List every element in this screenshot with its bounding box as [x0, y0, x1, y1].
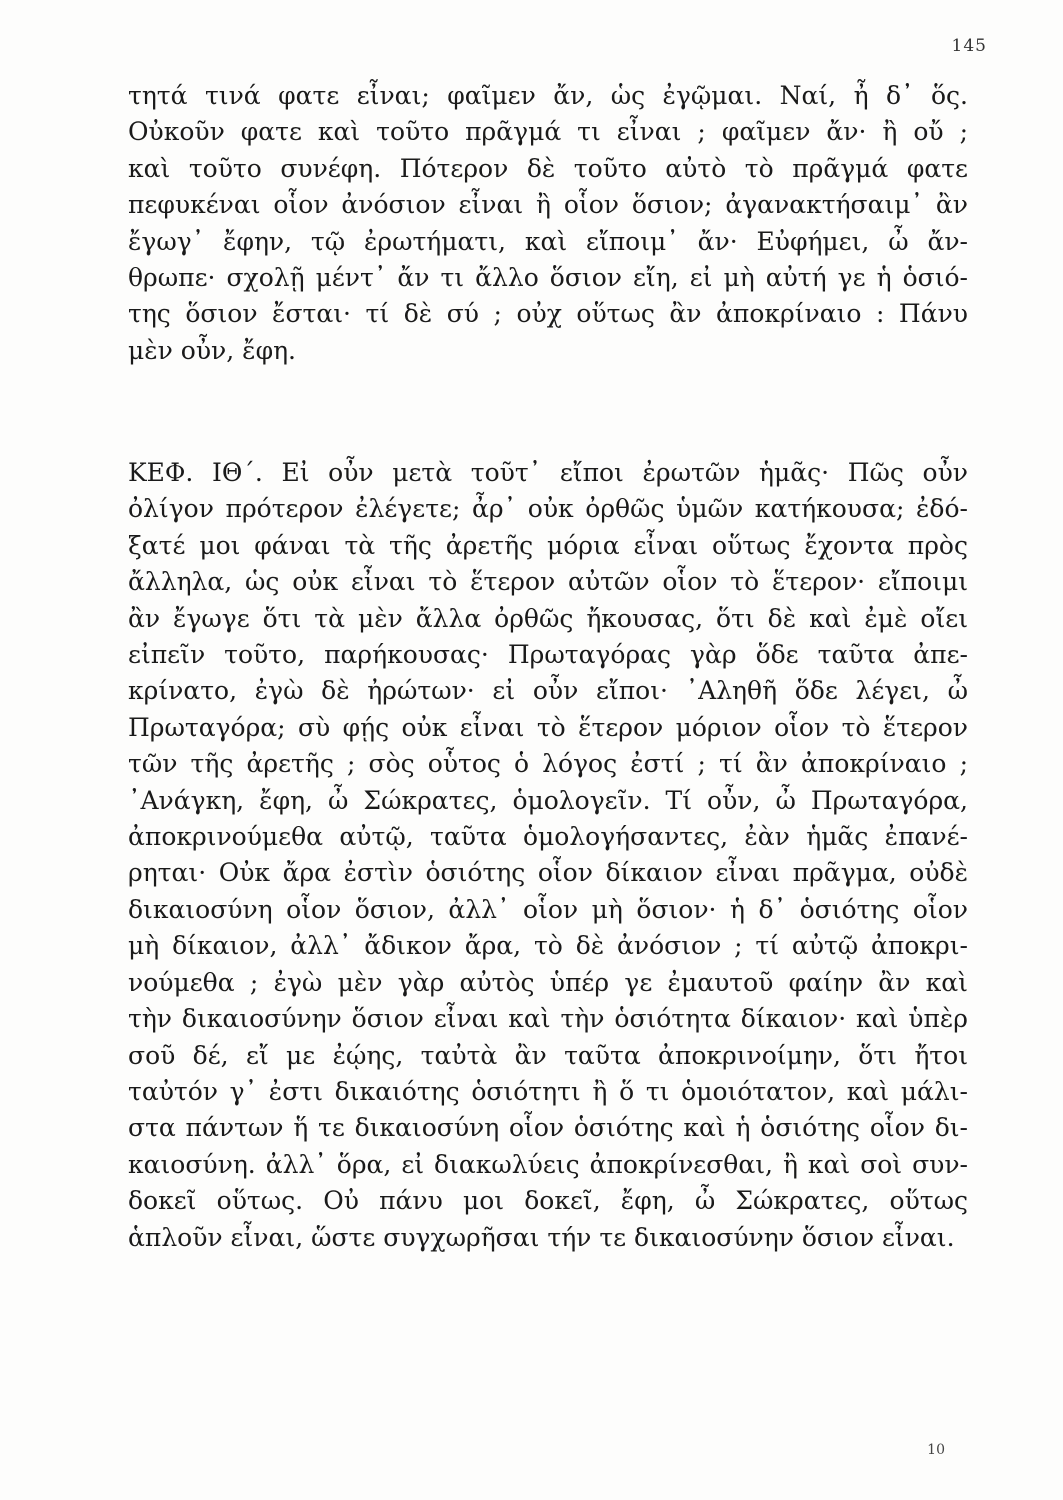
text-line: ἂν ἔγωγε ὅτι τὰ μὲν ἄλλα ὀρθῶς ἤκουσας, ὅτι δὲ καὶ ἐμὲ οἴει [128, 603, 968, 633]
page-number: 145 [951, 36, 987, 56]
text-line: θρωπε· σχολῇ μέντ᾽ ἄν τι ἄλλο ὅσιον εἴη, εἰ μὴ αὐτή γε ἡ ὁσιό- [128, 263, 968, 293]
text-line: ἁπλοῦν εἶναι, ὥστε συγχωρῆσαι τήν τε δικαιοσύνην ὅσιον εἶναι. [128, 1222, 955, 1252]
text-line: τὴν δικαιοσύνην ὅσιον εἶναι καὶ τὴν ὁσιότητα δίκαιον· καὶ ὑπὲρ [128, 1004, 968, 1034]
signature-mark: 10 [927, 1442, 945, 1458]
text-line: τῶν τῆς ἀρετῆς ; σὸς οὗτος ὁ λόγος ἐστί ; τί ἂν ἀποκρίναιο ; [128, 749, 968, 779]
text-line: μὲν οὖν, ἔφη. [128, 335, 296, 365]
text-line: κρίνατο, ἐγὼ δὲ ἠρώτων· εἰ οὖν εἴποι· ᾿Αληθῆ ὅδε λέγει, ὦ [128, 676, 968, 706]
text-line: Πρωταγόρα; σὺ φῄς οὐκ εἶναι τὸ ἕτερον μόριον οἷον τὸ ἕτερον [128, 712, 968, 742]
text-line: ἀποκρινούμεθα αὐτῷ, ταῦτα ὁμολογήσαντες, ἐὰν ἡμᾶς ἐπανέ- [128, 822, 968, 852]
text-line: Οὐκοῦν φατε καὶ τοῦτο πρᾶγμά τι εἶναι ; φαῖμεν ἄν· ἢ οὔ ; [128, 117, 968, 147]
text-line: ρηται· Οὐκ ἄρα ἐστὶν ὁσιότης οἷον δίκαιον εἶναι πρᾶγμα, οὐδὲ [128, 858, 968, 888]
text-line: πεφυκέναι οἷον ἀνόσιον εἶναι ἢ οἷον ὅσιον; ἀγανακτήσαιμ᾽ ἂν [128, 190, 968, 220]
paragraph-1 [128, 78, 968, 369]
chapter-heading-line: ΚΕΦ. ΙΘ΄. Εἰ οὖν μετὰ τοῦτ᾽ εἴποι ἐρωτῶν ἡμᾶς· Πῶς οὖν [128, 458, 968, 487]
text-line: στα πάντων ἥ τε δικαιοσύνη οἷον ὁσιότης καὶ ἡ ὁσιότης οἷον δι- [128, 1113, 968, 1143]
text-line: ᾿Ανάγκη, ἔφη, ὦ Σώκρατες, ὁμολογεῖν. Τί οὖν, ὦ Πρωταγόρα, [128, 785, 968, 815]
text-line: της ὅσιον ἔσται· τί δὲ σύ ; οὐχ οὕτως ἂν ἀποκρίναιο : Πάνυ [128, 299, 968, 329]
text-line: σοῦ δέ, εἴ με ἐῴης, ταὐτὰ ἂν ταῦτα ἀποκρινοίμην, ὅτι ἤτοι [128, 1040, 968, 1070]
text-line: καιοσύνη. ἀλλ᾽ ὅρα, εἰ διακωλύεις ἀποκρίνεσθαι, ἢ καὶ σοὶ συν- [128, 1149, 968, 1179]
text-line: νούμεθα ; ἐγὼ μὲν γὰρ αὐτὸς ὑπέρ γε ἐμαυτοῦ φαίην ἂν καὶ [128, 967, 968, 997]
text-line: ταὐτόν γ᾽ ἐστι δικαιότης ὁσιότητι ἢ ὅ τι ὁμοιότατον, καὶ μάλι- [128, 1076, 968, 1106]
text-line: ἔγωγ᾽ ἔφην, τῷ ἐρωτήματι, καὶ εἴποιμ᾽ ἄν· Εὐφήμει, ὦ ἄν- [128, 226, 968, 256]
text-line: μὴ δίκαιον, ἀλλ᾽ ἄδικον ἄρα, τὸ δὲ ἀνόσιον ; τί αὐτῷ ἀποκρι- [128, 931, 968, 961]
text-line: ὀλίγον πρότερον ἐλέγετε; ἆρ᾽ οὐκ ὀρθῶς ὑμῶν κατήκουσα; ἐδό- [128, 494, 968, 524]
paragraph-2-chapter-19 [128, 455, 968, 1256]
text-line: καὶ τοῦτο συνέφη. Πότερον δὲ τοῦτο αὐτὸ τὸ πρᾶγμά φατε [128, 153, 968, 183]
text-line: ξατέ μοι φάναι τὰ τῆς ἀρετῆς μόρια εἶναι οὕτως ἔχοντα πρὸς [128, 530, 968, 560]
text-line: τητά τινά φατε εἶναι; φαῖμεν ἄν, ὡς ἐγῷμαι. Ναί, ἦ δ᾽ ὅς. [128, 81, 968, 110]
text-line: δοκεῖ οὕτως. Οὐ πάνυ μοι δοκεῖ, ἔφη, ὦ Σώκρατες, οὕτως [128, 1186, 968, 1216]
text-line: ἄλληλα, ὡς οὐκ εἶναι τὸ ἕτερον αὐτῶν οἷον τὸ ἕτερον· εἴποιμι [128, 567, 968, 597]
text-line: εἰπεῖν τοῦτο, παρήκουσας· Πρωταγόρας γὰρ ὅδε ταῦτα ἀπε- [128, 640, 968, 670]
text-line: δικαιοσύνη οἷον ὅσιον, ἀλλ᾽ οἷον μὴ ὅσιον· ἡ δ᾽ ὁσιότης οἷον [128, 894, 968, 924]
